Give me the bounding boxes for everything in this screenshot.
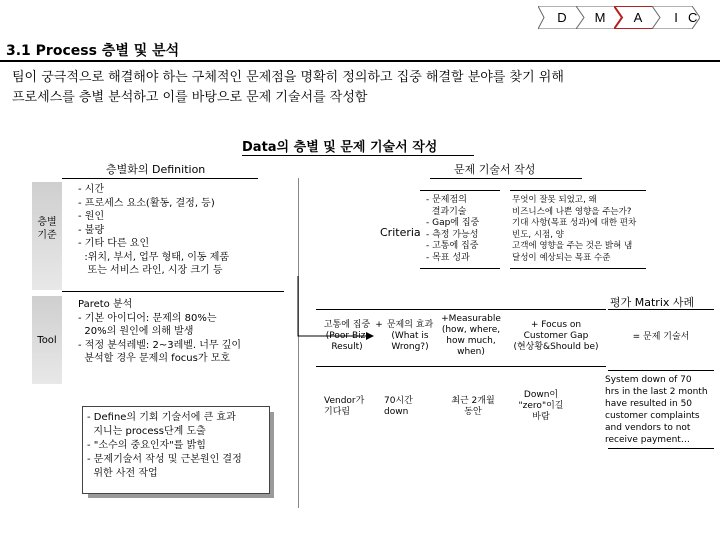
matrix-title-rule <box>608 309 714 310</box>
section-title: 3.1 Process 층별 및 분석 <box>6 43 180 59</box>
matrix-row-c4-line: "zero"이길 <box>518 401 564 411</box>
matrix-title: 평가 Matrix 사례 <box>610 296 695 309</box>
criteria-col1-item: - 목표 성과 <box>426 252 470 263</box>
matrix-head-c3-line: (how, where, <box>441 325 501 335</box>
criteria-side-label-2: 기준 <box>37 230 57 241</box>
criteria-item: - 기타 다른 요인 <box>78 238 150 249</box>
matrix-row-c5-line: System down of 70 <box>605 375 692 385</box>
matrix-top-rule <box>316 309 606 310</box>
matrix-row-c1 <box>324 396 364 418</box>
criteria-col1-top-rule <box>420 190 500 191</box>
matrix-row-c5 <box>605 374 717 446</box>
matrix-head-c4-line: + Focus on <box>530 320 582 330</box>
criteria-side-bar <box>32 182 62 290</box>
criteria-col2-item: 빈도, 시점, 양 <box>512 229 564 240</box>
matrix-head-c1-line: Result) <box>331 342 363 352</box>
criteria-col2-item: 달성이 예상되는 목표 수준 <box>512 252 611 263</box>
criteria-item: - 원인 <box>78 211 105 222</box>
diagram-title: Data의 층별 및 문제 기술서 작성 <box>242 140 438 155</box>
matrix-head-c3-line: how much, <box>446 336 496 346</box>
criteria-item: - 프로세스 요소(활동, 결정, 등) <box>78 197 215 209</box>
tool-list <box>78 298 241 366</box>
note-item: 지니는 process단계 도출 <box>87 426 206 437</box>
note-box <box>82 406 270 494</box>
note-item: - Define의 기회 기술서에 큰 효과 <box>87 412 236 423</box>
criteria-col2-item: 비즈니스에 나쁜 영향을 주는가? <box>512 206 632 217</box>
criteria-item: - 시간 <box>78 184 105 195</box>
criteria-col2-bottom-rule <box>510 268 646 269</box>
criteria-col2-item: 고객에 영향을 주는 것은 밝혀 냄 <box>512 241 633 251</box>
matrix-plus-sign: + <box>375 320 383 330</box>
left-heading: 층별화의 Definition <box>106 163 206 176</box>
intro-text <box>12 68 564 108</box>
step-i-label: I <box>674 10 678 25</box>
tool-item: 20%의 원인에 의해 발생 <box>78 326 194 337</box>
step-c-label: C <box>688 10 698 25</box>
diagram-title-underline <box>242 155 474 156</box>
matrix-mid-rule-right <box>608 370 714 371</box>
tool-side-bar <box>32 296 62 384</box>
note-item: - "소수의 중요인자"를 밝힘 <box>87 440 206 451</box>
matrix-head-c2 <box>382 320 438 353</box>
matrix-head-c4-line: Customer Gap <box>523 331 589 341</box>
criteria-item: 또는 서비스 라인, 시장 크기 등 <box>78 265 223 276</box>
criteria-item: :위치, 부서, 업무 형태, 이동 제품 <box>78 251 230 263</box>
matrix-head-c3 <box>438 314 504 358</box>
matrix-head-c2-line: (What is <box>391 331 429 341</box>
matrix-row-c2-line: down <box>384 407 409 417</box>
criteria-label: Criteria <box>380 226 421 239</box>
matrix-row-c3-line: 동안 <box>464 407 482 417</box>
tool-side-label: Tool <box>37 335 57 346</box>
tool-item: - 적정 분석레벨: 2~3레벨. 너무 깊이 <box>78 339 242 351</box>
criteria-col2 <box>512 195 636 264</box>
criteria-col2-item: 무엇이 잘못 되었고, 왜 <box>512 195 597 205</box>
matrix-head-c1 <box>318 320 376 353</box>
right-heading: 문제 기술서 작성 <box>454 163 536 176</box>
criteria-side-label-1: 층별 <box>37 217 57 228</box>
title-divider <box>0 60 720 62</box>
tool-item: 분석할 경우 문제의 focus가 모호 <box>78 353 231 364</box>
criteria-col1 <box>426 195 479 264</box>
matrix-row-c2 <box>384 396 413 418</box>
criteria-list <box>78 183 229 278</box>
matrix-row-c1-line: 기다림 <box>324 407 351 417</box>
matrix-row-c4-line: Down이 <box>523 390 559 400</box>
matrix-head-c5: = 문제 기술서 <box>632 332 690 342</box>
matrix-row-c3 <box>440 396 506 418</box>
step-c <box>674 6 714 29</box>
criteria-tool-divider <box>62 291 284 292</box>
matrix-head-c3-line: when) <box>457 347 485 357</box>
tool-item: - 기본 아이디어: 문제의 80%는 <box>78 312 217 324</box>
intro-line-2: 프로세스를 층별 분석하고 이를 바탕으로 문제 기술서를 작성함 <box>12 90 368 105</box>
matrix-row-c3-line: 최근 2개월 <box>451 396 495 406</box>
matrix-mid-rule <box>316 366 606 367</box>
criteria-col1-item: - 측정 가능성 <box>426 229 479 240</box>
step-m-label: M <box>594 10 606 25</box>
note-item: - 문제기술서 작성 및 근본원인 결정 <box>87 454 242 465</box>
matrix-head-c3-line: +Measurable <box>441 314 501 324</box>
criteria-col1-item: - 고통에 집중 <box>426 241 479 251</box>
step-d-label: D <box>557 10 567 25</box>
criteria-col1-item: - Gap에 집중 <box>426 218 480 228</box>
left-heading-rule <box>62 178 258 179</box>
matrix-row-c5-line: hrs in the last 2 month <box>605 387 708 397</box>
criteria-col1-item: - 문제점의 <box>426 195 467 205</box>
matrix-row-c2-line: 70시간 <box>384 396 413 406</box>
matrix-row-c5-line: receive payment… <box>605 435 690 445</box>
criteria-col1-bottom-rule <box>420 268 500 269</box>
matrix-head-c1-line: 고통에 집중 <box>323 320 371 330</box>
right-heading-rule <box>430 178 582 179</box>
note-item: 위한 사전 작업 <box>87 468 158 479</box>
criteria-col2-top-rule <box>510 190 646 191</box>
matrix-bottom-rule-right <box>608 448 714 449</box>
matrix-row-c5-line: customer complaints <box>605 411 700 421</box>
matrix-head-c2-line: Wrong?) <box>391 342 429 352</box>
matrix-row-c1-line: Vendor가 <box>324 396 365 406</box>
matrix-head-c4 <box>506 320 606 353</box>
matrix-head-c2-line: 문제의 효과 <box>386 320 434 330</box>
matrix-head-c1-line: (Poor Biz. <box>325 331 369 341</box>
criteria-col2-item: 기대 사항(목표 성과)에 대한 편차 <box>512 218 637 228</box>
step-a-label: A <box>633 10 643 25</box>
intro-line-1: 팀이 궁극적으로 해결해야 하는 구체적인 문제점을 명확히 정의하고 집중 해결할 분야를 찾기 위해 <box>12 70 564 85</box>
matrix-row-c5-line: and vendors to not <box>605 423 691 433</box>
matrix-head-c4-line: (현상황&Should be) <box>513 342 599 352</box>
criteria-item: - 불량 <box>78 224 105 236</box>
matrix-row-c5-line: have resulted in 50 <box>605 399 693 409</box>
matrix-row-c4-line: 바람 <box>532 412 550 422</box>
criteria-col1-item: 결과기술 <box>426 206 467 217</box>
matrix-row-c4 <box>516 390 566 423</box>
tool-item: Pareto 분석 <box>78 299 133 310</box>
